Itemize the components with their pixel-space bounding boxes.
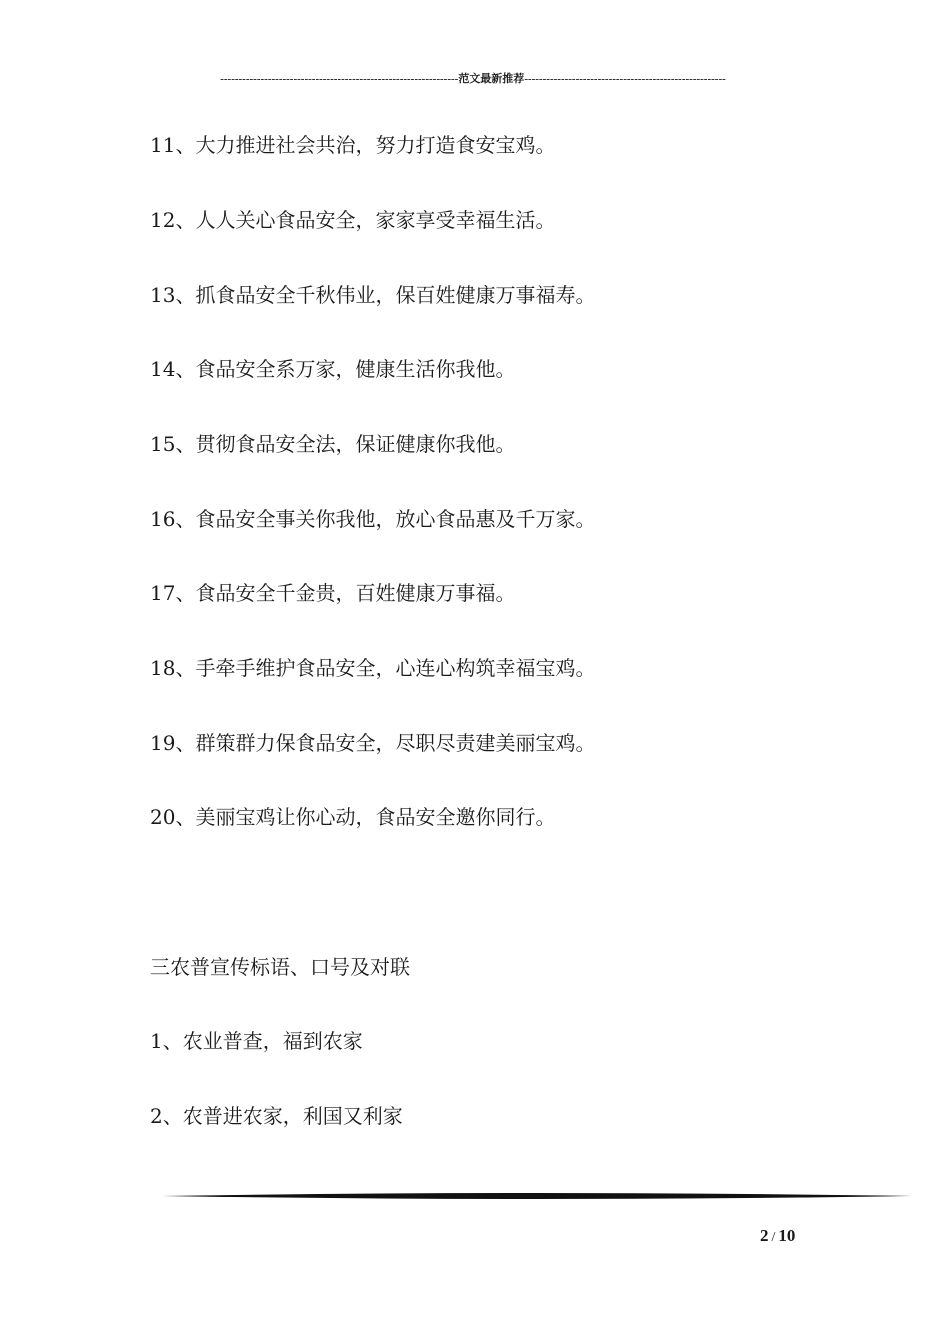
slogan-19: 19、群策群力保食品安全，尽职尽责建美丽宝鸡。	[150, 731, 596, 755]
section-title: 三农普宣传标语、口号及对联	[150, 955, 410, 979]
page-header	[150, 70, 796, 86]
header-title: 范文最新推荐	[458, 73, 525, 85]
census-slogan-1: 1、农业普查，福到农家	[150, 1029, 363, 1053]
slogan-12: 12、人人关心食品安全，家家享受幸福生活。	[150, 208, 556, 232]
page-total: 10	[778, 1226, 796, 1245]
slogan-18: 18、手牵手维护食品安全，心连心构筑幸福宝鸡。	[150, 656, 596, 680]
header-dashes-right: -------------------------------------------------------	[524, 73, 726, 85]
page-current: 2	[760, 1226, 769, 1245]
slogan-17: 17、食品安全千金贵，百姓健康万事福。	[150, 581, 516, 605]
slogan-20: 20、美丽宝鸡让你心动，食品安全邀你同行。	[150, 805, 556, 829]
page-separator: /	[771, 1230, 776, 1245]
slogan-11: 11、大力推进社会共治，努力打造食安宝鸡。	[150, 133, 556, 157]
footer-divider	[162, 1189, 912, 1203]
census-slogan-2: 2、农普进农家，利国又利家	[150, 1104, 403, 1128]
slogan-15: 15、贯彻食品安全法，保证健康你我他。	[150, 432, 516, 456]
slogan-13: 13、抓食品安全千秋伟业，保百姓健康万事福寿。	[150, 283, 596, 307]
slogan-16: 16、食品安全事关你我他，放心食品惠及千万家。	[150, 507, 596, 531]
header-dashes-left: -----------------------------------------------------------------	[220, 73, 459, 85]
page-number	[760, 1226, 795, 1246]
slogan-14: 14、食品安全系万家，健康生活你我他。	[150, 357, 516, 381]
